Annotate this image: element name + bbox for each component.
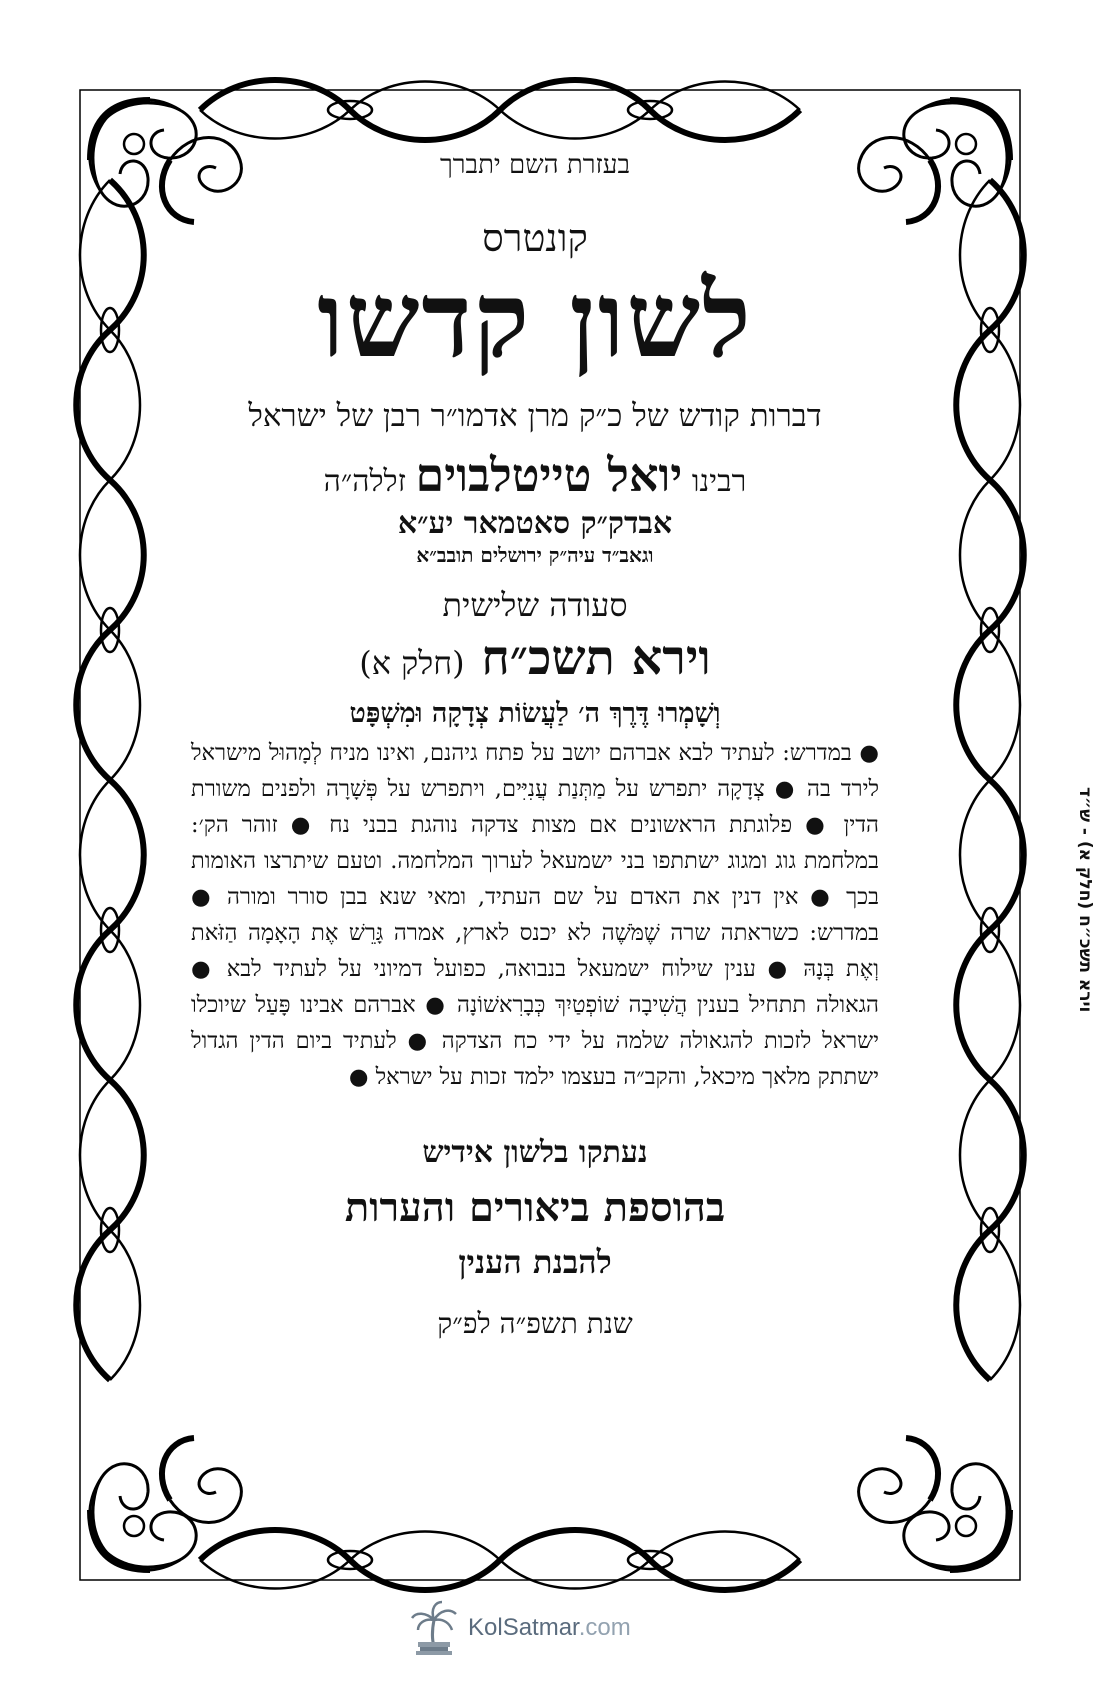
title-page	[185, 130, 885, 1520]
avdak-line: אבדק״ק סאטמאר יע״א	[397, 506, 673, 542]
watermark-text	[468, 1614, 631, 1642]
understanding-note: להבנת הענין	[458, 1243, 612, 1282]
verse-line: וְשָׁמְרוּ דֶּרֶךְ ה׳ לַעֲשׂוֹת צְדָקָה וּמִשְׁפָּט	[349, 698, 721, 730]
watermark-logo	[410, 1600, 631, 1656]
parsha-line	[185, 630, 885, 686]
page-title: לשון קדשו	[317, 258, 753, 381]
watermark-domain: .com	[578, 1614, 631, 1641]
occasion-line: סעודה שלישית	[442, 586, 628, 625]
kuntres-label: קונטרס	[482, 216, 588, 260]
rebbe-suffix: זללה״ה	[323, 464, 406, 500]
side-running-text: וירא תשכ״ח (חלק א) - ש״ד	[1075, 787, 1095, 1013]
part-label: (חלק א)	[359, 644, 465, 683]
subtitle-line: דברות קודש של כ״ק מרן אדמו״ר רבן של ישראל	[248, 398, 822, 435]
rebbe-prefix: רבינו	[691, 464, 747, 500]
topics-summary: ● במדרש: לעתיד לבא אברהם יושב על פתח גיהנם, ואינו מניח לְמָהוּל מישראל לירד בה ● צְדָקָה יתפרש על מַתְּנַת עֲנִיִּים, ויתפרש על פְּשָׁרָה ולפנים משורת הדין ● פלוגתת הראשונים אם מצות צדקה נוהגת בבני נח ● זוהר הק׳: במלחמת גוג ומגוג ישתתפו בני ישמעאל לערוך המלחמה. וטעם שיתרצו האומות בכך ● אין דנין את האדם על שם העתיד, ומאי שנא בבן סורר ומורה ● במדרש: כשראתה שרה שֶׁמֹּשֶׁה לא יכנס לארץ, אמרה גָּרֵשׁ אֶת הָאָמָה הַזֹּאת וְאֶת בְּנָהּ ● ענין שילוח ישמעאל בנבואה, כפועל דמיוני על לעתיד לבא ● הגאולה תתחיל בענין הֲשִׁיבָה שׁוֹפְטַיִךְ כְּבָרִאשׁוֹנָה ● אברהם אבינו פָּעַל שיוכלו ישראל לזכות להגאולה שלמה על ידי כח הצדקה ● לעתיד ביום הדין הגדול ישתתק מלאך מיכאל, והקב״ה בעצמו ילמד זכות על ישראל ●	[191, 740, 879, 1091]
invocation: בעזרת השם יתברך	[440, 150, 630, 180]
watermark-brand: KolSatmar	[468, 1614, 579, 1641]
rebbe-name: יואל טייטלבוים	[415, 448, 683, 503]
parsha-name: וירא תשכ״ח	[481, 630, 711, 687]
rebbe-line	[185, 448, 885, 502]
vegav-line: וגאב״ד עיה״ק ירושלים תובב״א	[416, 543, 654, 568]
additions-note: בהוספת ביאורים והערות	[344, 1184, 726, 1232]
palm-tree-books-icon	[410, 1600, 458, 1656]
translation-note: נעתקו בלשון אידיש	[422, 1135, 648, 1171]
year-line: שנת תשפ״ה לפ״ק	[437, 1307, 633, 1341]
